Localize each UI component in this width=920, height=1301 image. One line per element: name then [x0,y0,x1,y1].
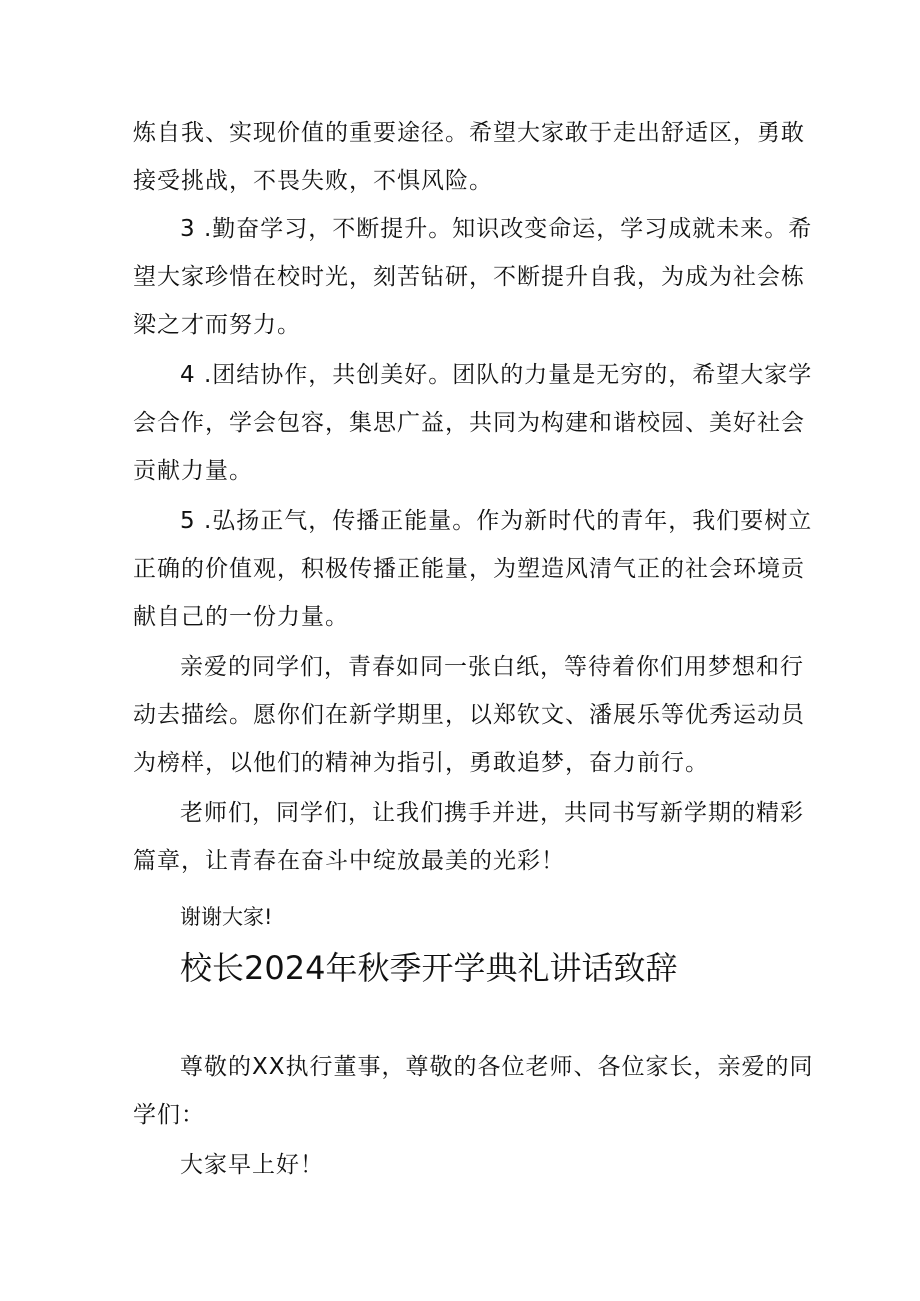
paragraph-line: 接受挑战，不畏失败，不惧风险。 [133,168,493,194]
paragraph-line: 4 .团结协作，共创美好。团队的力量是无穷的，希望大家学 [180,362,813,388]
paragraph-line: 望大家珍惜在校时光，刻苦钻研，不断提升自我，为成为社会栋 [133,264,805,290]
paragraph-line: 会合作，学会包容，集思广益，共同为构建和谐校园、美好社会 [133,410,805,436]
paragraph-line: 篇章，让青春在奋斗中绽放最美的光彩！ [133,848,565,874]
paragraph-line: 献自己的一份力量。 [133,604,349,630]
paragraph-line: 5 .弘扬正气，传播正能量。作为新时代的青年，我们要树立 [180,508,813,534]
salutation-line: 尊敬的XX执行董事，尊敬的各位老师、各位家长，亲爱的同 [180,1054,814,1080]
closing-thanks: 谢谢大家! [180,905,273,929]
paragraph-line: 3 .勤奋学习，不断提升。知识改变命运，学习成就未来。希 [180,216,813,242]
greeting-line: 大家早上好！ [180,1152,324,1178]
salutation-line: 学们： [133,1102,205,1128]
paragraph-line: 亲爱的同学们，青春如同一张白纸，等待着你们用梦想和行 [180,654,804,680]
paragraph-line: 动去描绘。愿你们在新学期里，以郑钦文、潘展乐等优秀运动员 [133,702,805,728]
paragraph-line: 贡献力量。 [133,458,253,484]
paragraph-line: 为榜样，以他们的精神为指引，勇敢追梦，奋力前行。 [133,750,709,776]
paragraph-line: 梁之才而努力。 [133,312,301,338]
document-title: 校长2024年秋季开学典礼讲话致辞 [180,949,678,987]
paragraph-line: 老师们，同学们，让我们携手并进，共同书写新学期的精彩 [180,800,804,826]
paragraph-line: 炼自我、实现价值的重要途径。希望大家敢于走出舒适区，勇敢 [133,120,805,146]
paragraph-line: 正确的价值观，积极传播正能量，为塑造风清气正的社会环境贡 [133,556,805,582]
